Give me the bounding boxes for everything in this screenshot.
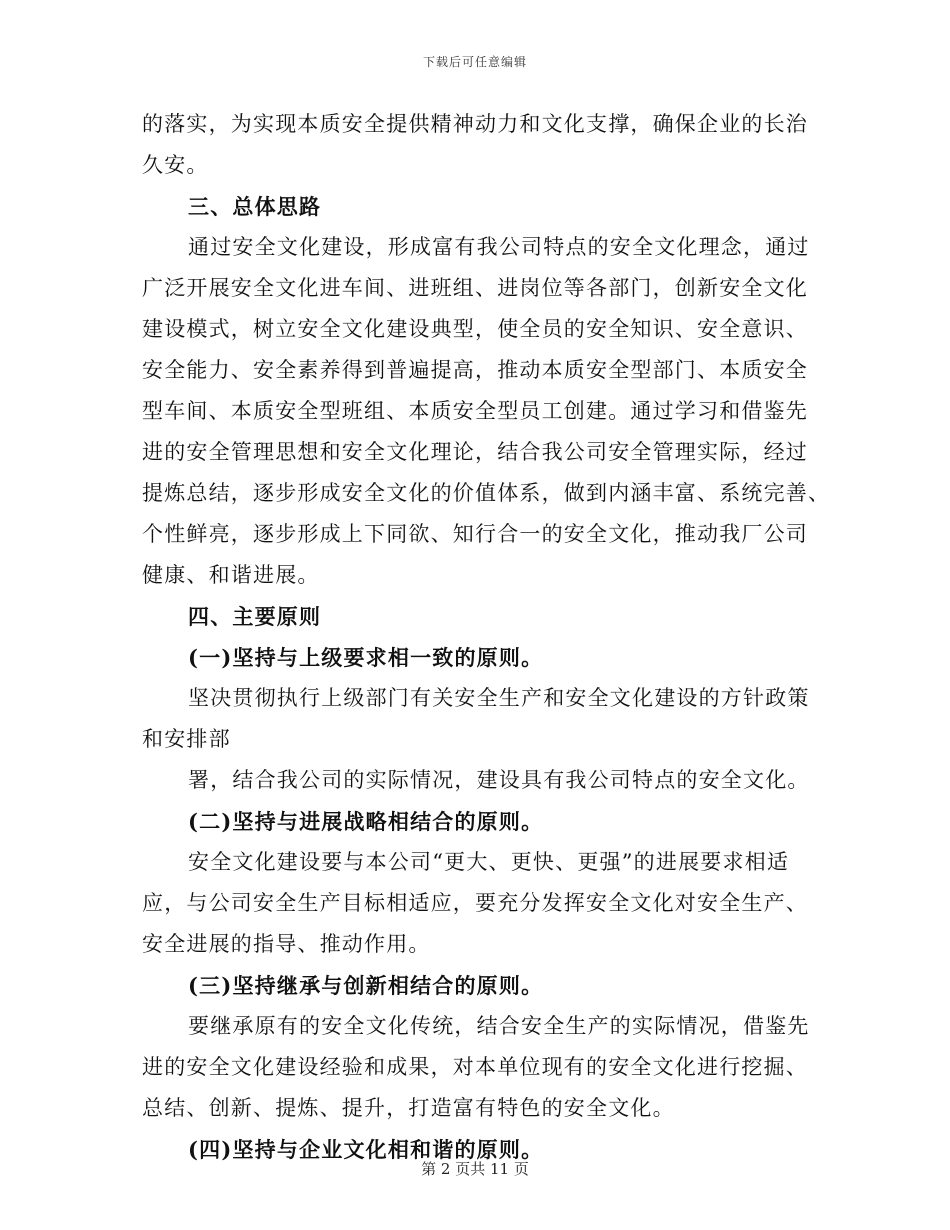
paragraph-line: 进的安全管理思想和安全文化理论，结合我公司安全管理实际，经过: [142, 440, 808, 464]
page-number: 第 2 页共 11 页: [421, 1160, 529, 1178]
paragraph-line: 应，与公司安全生产目标相适应，要充分发挥安全文化对安全生产、: [142, 891, 808, 915]
paragraph-line: 和安排部: [142, 727, 231, 751]
page-header: 下载后可任意编辑: [422, 55, 527, 69]
document-body: [142, 104, 831, 1170]
section-heading: 三、总体思路: [188, 194, 322, 219]
subsection-heading: (四)坚持与企业文化相和谐的原则。: [188, 1137, 544, 1162]
paragraph-line: 的落实，为实现本质安全提供精神动力和文化支撑，确保企业的长治: [142, 112, 808, 136]
paragraph-line: 提炼总结，逐步形成安全文化的价值体系，做到内涵丰富、系统完善、: [142, 481, 831, 505]
paragraph-line: 个性鲜亮，逐步形成上下同欲、知行合一的安全文化，推动我厂公司: [142, 522, 808, 546]
paragraph-line: 进的安全文化建设经验和成果，对本单位现有的安全文化进行挖掘、: [142, 1055, 808, 1079]
subsection-heading: (一)坚持与上级要求相一致的原则。: [188, 645, 544, 670]
paragraph-line: 广泛开展安全文化进车间、进班组、进岗位等各部门，创新安全文化: [142, 276, 808, 300]
paragraph-line: 健康、和谐进展。: [142, 563, 320, 587]
subsection-heading: (二)坚持与进展战略相结合的原则。: [188, 809, 544, 834]
paragraph-line: 总结、创新、提炼、提升，打造富有特色的安全文化。: [142, 1096, 675, 1120]
paragraph-line: 署，结合我公司的实际情况，建设具有我公司特点的安全文化。: [188, 768, 810, 792]
subsection-heading: (三)坚持继承与创新相结合的原则。: [188, 973, 544, 998]
section-heading: 四、主要原则: [188, 604, 322, 629]
paragraph-line: 通过安全文化建设，形成富有我公司特点的安全文化理念，通过: [188, 235, 810, 259]
paragraph-line: 坚决贯彻执行上级部门有关安全生产和安全文化建设的方针政策: [188, 686, 810, 710]
paragraph-line: 安全进展的指导、推动作用。: [142, 932, 431, 956]
paragraph-line: 久安。: [142, 153, 209, 177]
paragraph-line: 安全能力、安全素养得到普遍提高，推动本质安全型部门、本质安全: [142, 358, 808, 382]
paragraph-line: 要继承原有的安全文化传统，结合安全生产的实际情况，借鉴先: [188, 1014, 810, 1038]
paragraph-line: 安全文化建设要与本公司“更大、更快、更强”的进展要求相适: [188, 850, 790, 874]
paragraph-line: 建设模式，树立安全文化建设典型，使全员的安全知识、安全意识、: [142, 317, 808, 341]
paragraph-line: 型车间、本质安全型班组、本质安全型员工创建。通过学习和借鉴先: [142, 399, 808, 423]
